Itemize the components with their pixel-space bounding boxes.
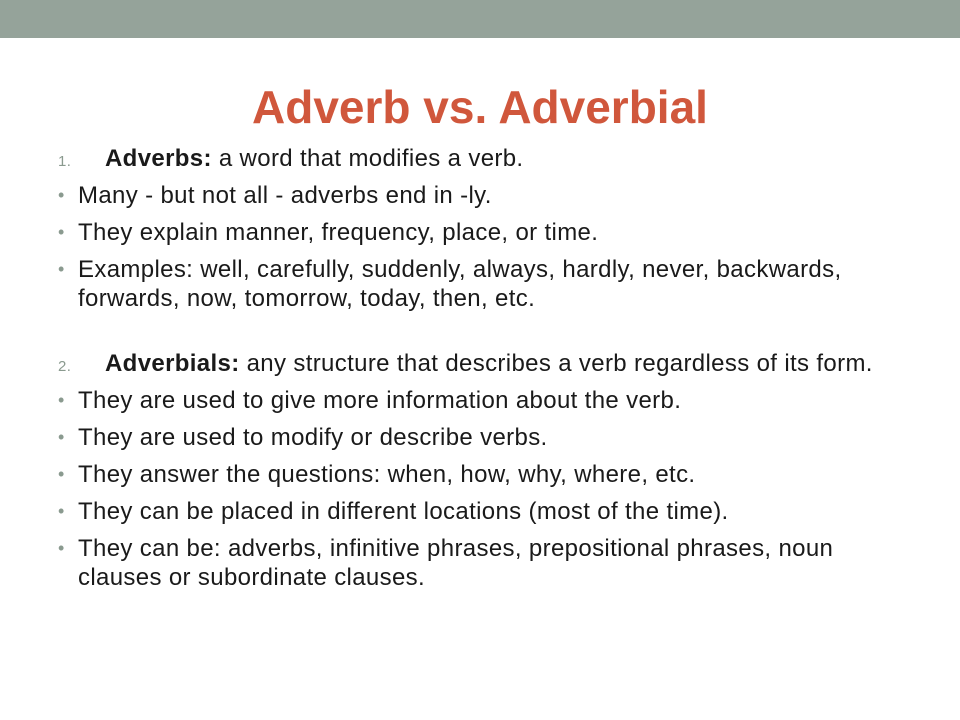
bullet-text: They answer the questions: when, how, why, where, etc. <box>78 461 696 488</box>
bullet-item <box>58 255 918 313</box>
top-accent-bar <box>0 0 960 38</box>
bullet-item <box>58 423 918 452</box>
bullet-icon: • <box>58 185 65 205</box>
bullet-text: Examples: well, carefully, suddenly, always, hardly, never, backwards, forwards, now, tomorrow, today, then, etc. <box>78 256 842 312</box>
definition-adverbials: any structure that describes a verb regardless of its form. <box>239 350 873 377</box>
bullet-text: They can be placed in different locations (most of the time). <box>78 498 729 525</box>
slide-body <box>58 144 918 600</box>
bullet-item <box>58 181 918 210</box>
bullet-icon: • <box>58 501 65 521</box>
term-adverbials: Adverbials: <box>105 350 240 377</box>
bullet-text: They are used to give more information about the verb. <box>78 387 682 414</box>
bullet-item <box>58 386 918 415</box>
bullet-item <box>58 497 918 526</box>
bullet-icon: • <box>58 538 65 558</box>
slide-title: Adverb vs. Adverbial <box>252 81 708 133</box>
bullet-item <box>58 534 918 592</box>
list-number: 1. <box>58 153 72 170</box>
list-number: 2. <box>58 358 72 375</box>
bullet-icon: • <box>58 222 65 242</box>
definition-adverbs: a word that modifies a verb. <box>211 145 524 172</box>
bullet-text: Many - but not all - adverbs end in -ly. <box>78 182 492 209</box>
bullet-icon: • <box>58 464 65 484</box>
bullet-text: They explain manner, frequency, place, or time. <box>78 219 599 246</box>
bullet-text: They can be: adverbs, infinitive phrases, prepositional phrases, noun clauses or subordinate clauses. <box>78 535 834 591</box>
bullet-icon: • <box>58 390 65 410</box>
term-adverbs: Adverbs: <box>105 145 212 172</box>
numbered-item-adverbs <box>58 144 918 173</box>
section-spacer <box>58 321 918 349</box>
bullet-item <box>58 460 918 489</box>
bullet-text: They are used to modify or describe verbs. <box>78 424 548 451</box>
bullet-item <box>58 218 918 247</box>
numbered-item-adverbials <box>58 349 918 378</box>
bullet-icon: • <box>58 259 65 279</box>
bullet-icon: • <box>58 427 65 447</box>
